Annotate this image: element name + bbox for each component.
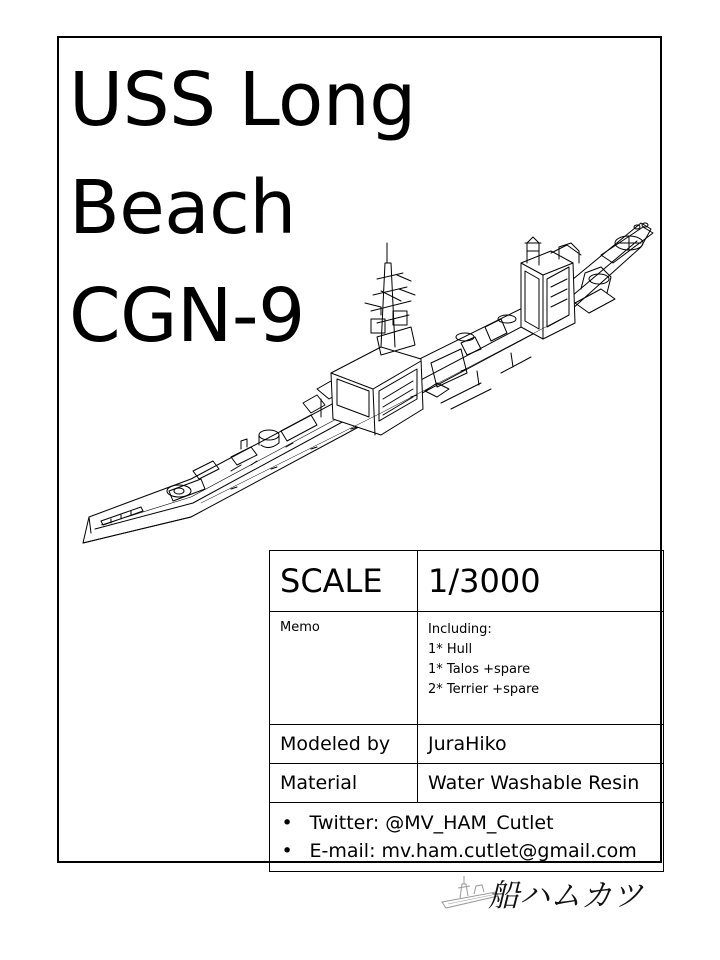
scale-row — [270, 551, 664, 612]
spec-table — [269, 550, 664, 872]
ship-name: USS Long Beach — [69, 57, 416, 251]
contact-list — [280, 809, 637, 865]
maker-logo — [440, 868, 650, 918]
memo-row — [270, 612, 664, 725]
twitter-contact: • Twitter: @MV_HAM_Cutlet — [280, 809, 637, 837]
material-row — [270, 764, 664, 803]
memo-line: 2* Terrier +spare — [428, 682, 540, 697]
material-label: Material — [270, 764, 418, 803]
memo-line: Including: — [428, 622, 492, 637]
contact-row — [270, 803, 664, 872]
modeled-by-label: Modeled by — [270, 725, 418, 764]
modeled-by-value: JuraHiko — [418, 725, 664, 764]
scale-label: SCALE — [270, 551, 418, 612]
memo-label: Memo — [270, 612, 418, 725]
memo-line: 1* Talos +spare — [428, 662, 531, 677]
datasheet-frame — [57, 36, 662, 863]
memo-line: 1* Hull — [428, 642, 473, 657]
modeled-by-row — [270, 725, 664, 764]
maker-name: 船ハムカツ — [488, 878, 643, 914]
material-value: Water Washable Resin — [418, 764, 664, 803]
memo-contents — [418, 612, 664, 725]
scale-value: 1/3000 — [418, 551, 664, 612]
contact-cell — [309, 803, 664, 872]
email-contact: • E-mail: mv.ham.cutlet@gmail.com — [280, 837, 637, 865]
ship-hull-number: CGN-9 — [69, 273, 305, 359]
ship-line-drawing — [81, 203, 656, 553]
